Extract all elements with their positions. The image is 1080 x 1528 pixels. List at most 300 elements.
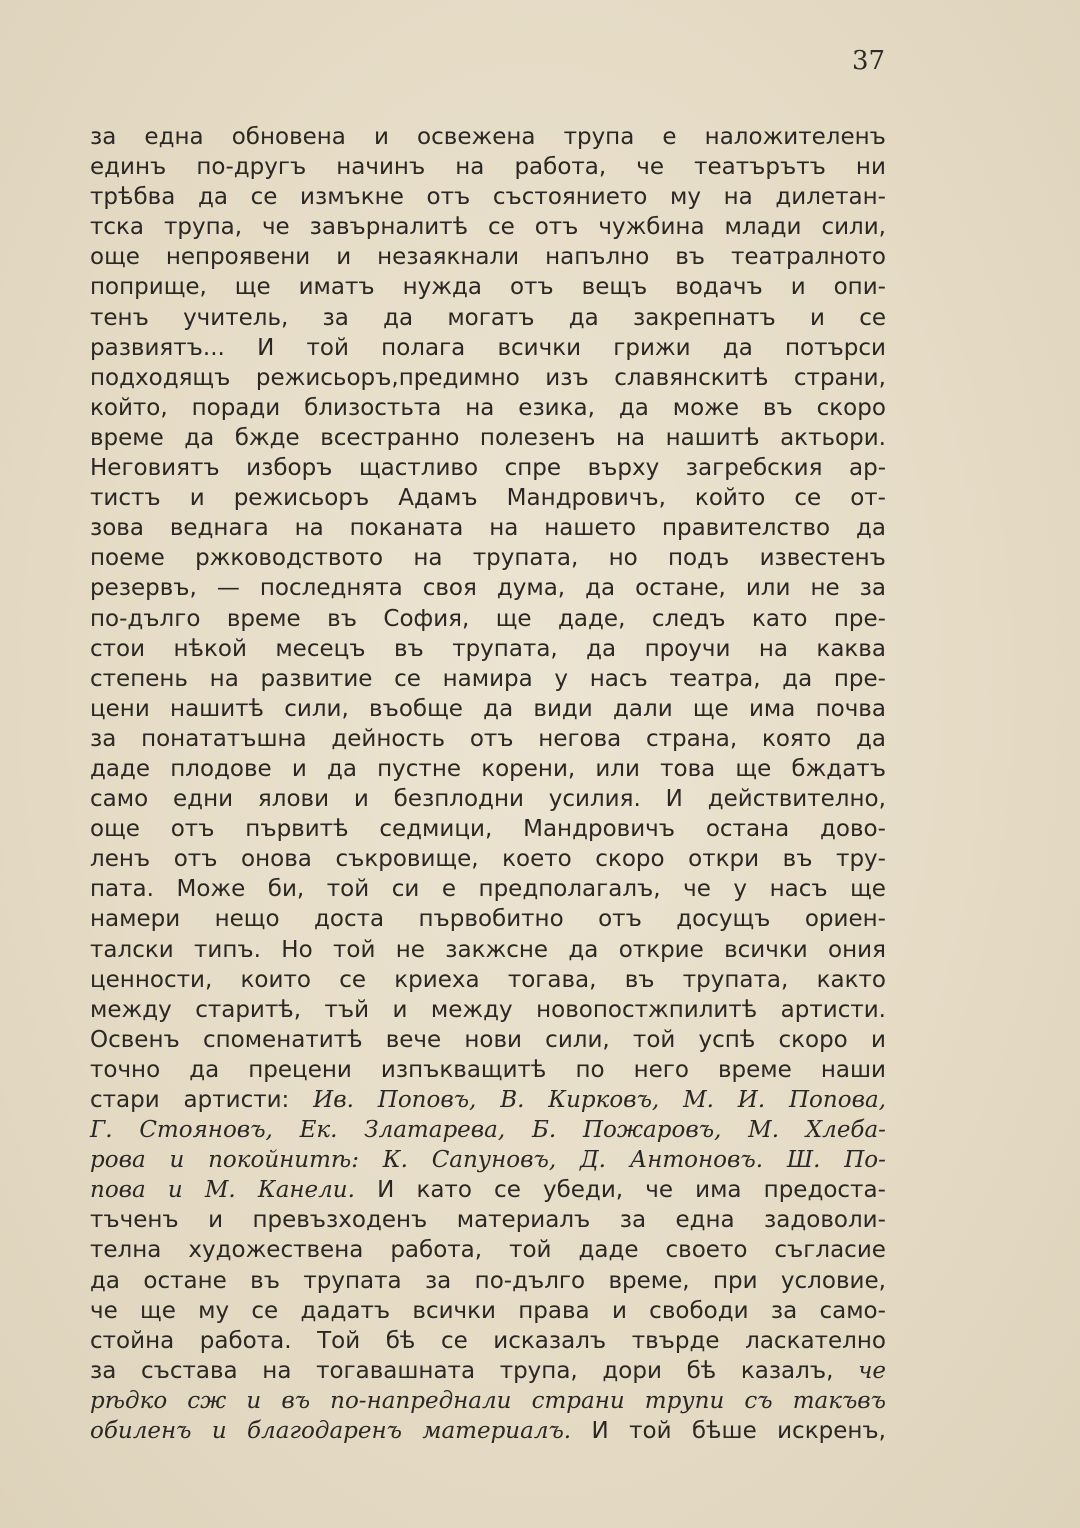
word: при xyxy=(712,1267,758,1294)
italic-word: М. xyxy=(204,1177,236,1204)
word: обновена xyxy=(231,124,346,150)
italic-word: Попова, xyxy=(789,1087,886,1113)
word: у xyxy=(554,665,569,692)
word: И xyxy=(257,334,275,361)
word: насъ xyxy=(589,665,648,692)
word: всички xyxy=(412,1297,496,1324)
word: ориен- xyxy=(804,906,886,933)
italic-word: въ xyxy=(281,1387,311,1414)
word: предполагалъ, xyxy=(478,876,661,903)
word: има xyxy=(748,695,796,722)
word: и xyxy=(790,274,806,301)
italic-word: по-напреднали xyxy=(330,1387,512,1414)
word: права xyxy=(518,1297,590,1324)
word: режисьоръ xyxy=(233,485,370,512)
word: това xyxy=(660,755,716,782)
word: единъ xyxy=(90,154,167,181)
word: трупа xyxy=(563,124,635,150)
word: ценности, xyxy=(90,966,213,993)
word: бѣ xyxy=(686,1357,717,1384)
word: старитѣ, xyxy=(195,996,302,1023)
word: се xyxy=(394,665,421,692)
word: незаякнали xyxy=(377,244,520,271)
word: както xyxy=(816,966,886,993)
word: се xyxy=(794,485,822,512)
word: само- xyxy=(819,1297,886,1324)
word: Но xyxy=(281,936,313,963)
text-line xyxy=(90,694,886,724)
text-line xyxy=(90,393,886,423)
word: може xyxy=(672,394,740,421)
word: тогава, xyxy=(507,966,597,993)
word: трупа, xyxy=(163,214,243,241)
word: и xyxy=(810,304,825,331)
word: по xyxy=(575,1056,605,1083)
word: пата. xyxy=(90,876,154,903)
word: че xyxy=(90,1297,118,1324)
text-line xyxy=(90,333,886,363)
word: отъ xyxy=(173,846,218,873)
word: материалъ xyxy=(456,1207,591,1234)
text-line xyxy=(90,1175,886,1205)
word: опи- xyxy=(833,274,886,301)
word: тенъ xyxy=(90,304,149,331)
word: по-дълго xyxy=(474,1267,586,1294)
word: че xyxy=(261,214,290,241)
text-line xyxy=(90,724,886,754)
word: ще xyxy=(850,876,886,903)
word: поканата xyxy=(349,515,464,542)
word: актьори. xyxy=(780,424,886,451)
word: въ xyxy=(327,605,357,632)
word: да xyxy=(189,1056,220,1083)
word: него xyxy=(633,1056,689,1083)
word: нашето xyxy=(544,515,637,542)
word: месецъ xyxy=(275,635,366,662)
word: непроявени xyxy=(165,244,311,271)
italic-word: че xyxy=(858,1357,886,1384)
word: нашитѣ xyxy=(170,695,265,722)
word: щастливо xyxy=(358,455,479,482)
word: искренъ, xyxy=(777,1418,886,1445)
word: като xyxy=(416,1177,472,1204)
word: резервъ, xyxy=(90,575,197,602)
italic-word: М. xyxy=(748,1117,780,1144)
italic-word: Б. xyxy=(532,1117,557,1144)
text-line xyxy=(90,814,886,844)
word: понататъшна xyxy=(141,725,307,752)
word: той xyxy=(306,334,349,361)
word: трупата, xyxy=(452,635,558,662)
word: и xyxy=(336,244,352,271)
word: за xyxy=(90,124,117,150)
word: на xyxy=(465,394,495,421)
word: режисьоръ,предимно xyxy=(255,364,520,391)
word: да xyxy=(586,635,617,662)
word: за xyxy=(619,1207,647,1234)
word: е xyxy=(441,876,457,903)
word: развиятъ... xyxy=(90,334,225,361)
text-line xyxy=(90,844,886,874)
word: близостьта xyxy=(304,394,442,421)
italic-word: и xyxy=(246,1387,262,1414)
italic-word: сж xyxy=(187,1387,227,1414)
italic-word: страни xyxy=(531,1387,625,1414)
word: е xyxy=(662,124,677,150)
word: негова xyxy=(538,725,622,752)
word: се xyxy=(440,1327,468,1354)
word: дали xyxy=(613,695,673,722)
word: съгласие xyxy=(774,1237,886,1264)
word: въ xyxy=(762,394,793,421)
word: от- xyxy=(850,485,886,512)
word: да xyxy=(568,936,599,963)
word: ленъ xyxy=(90,846,151,873)
word: има xyxy=(695,1177,742,1204)
word: усилия. xyxy=(548,786,641,813)
word: би, xyxy=(267,876,305,903)
word: една xyxy=(675,1207,735,1234)
word: въ xyxy=(675,244,706,271)
word: сили, xyxy=(545,1026,610,1053)
word: който xyxy=(694,485,766,512)
word: дейность xyxy=(331,725,446,752)
text-line xyxy=(90,1145,886,1175)
text-line xyxy=(90,1326,886,1356)
italic-word: Антоновъ. xyxy=(629,1147,764,1174)
italic-word: пова xyxy=(90,1177,146,1204)
word: условие, xyxy=(780,1267,886,1294)
word: потърси xyxy=(785,334,886,361)
word: Мандровичъ xyxy=(523,816,676,843)
word: откри xyxy=(688,846,760,873)
word: споменатитѣ xyxy=(202,1026,363,1053)
word: тъченъ xyxy=(90,1207,179,1234)
word: на xyxy=(209,665,239,692)
text-line xyxy=(90,1416,886,1446)
word: — xyxy=(216,575,240,602)
word: полезенъ xyxy=(479,424,596,451)
text-line xyxy=(90,935,886,965)
word: тогавашната xyxy=(316,1357,476,1384)
text-line xyxy=(90,152,886,182)
word: следъ xyxy=(651,605,726,632)
word: освежена xyxy=(417,124,536,150)
word: пре- xyxy=(833,605,886,632)
text-line xyxy=(90,1115,886,1145)
word: не xyxy=(395,936,425,963)
word: му xyxy=(669,184,701,211)
word: той xyxy=(632,1026,676,1053)
word: изъ xyxy=(545,364,589,391)
word: дадатъ xyxy=(300,1297,391,1324)
word: на xyxy=(616,424,646,451)
word: още xyxy=(90,244,140,271)
word: всестранно xyxy=(320,424,460,451)
word: у xyxy=(733,876,748,903)
word: да xyxy=(618,394,649,421)
word: скоро xyxy=(595,846,665,873)
word: безплодни xyxy=(393,786,524,813)
word: даде, xyxy=(558,605,626,632)
word: се xyxy=(494,1177,521,1204)
word: за xyxy=(322,304,349,331)
word: седмици, xyxy=(379,816,493,843)
text-line xyxy=(90,122,886,152)
word: И xyxy=(591,1418,609,1445)
word: да xyxy=(383,304,414,331)
text-line xyxy=(90,272,886,302)
word: отъ xyxy=(509,274,554,301)
word: развитие xyxy=(260,665,373,692)
word: което xyxy=(502,846,572,873)
word: ще xyxy=(140,1297,176,1324)
word: скоро xyxy=(778,1026,848,1053)
word: сили, xyxy=(284,695,349,722)
word: върху xyxy=(587,455,660,482)
word: само xyxy=(90,786,149,813)
word: подходящъ xyxy=(90,364,231,391)
word: подъ xyxy=(668,545,730,572)
word: успѣ xyxy=(698,1026,756,1053)
word: учитель, xyxy=(183,304,289,331)
word: зова xyxy=(90,515,144,542)
word: напълно xyxy=(545,244,650,271)
word: по-дълго xyxy=(90,605,201,632)
word: първобитно xyxy=(418,906,564,933)
word: да xyxy=(326,755,357,782)
italic-word: Канели. xyxy=(257,1177,355,1204)
word: отъ xyxy=(170,816,215,843)
word: за xyxy=(859,575,886,602)
word: театърътъ xyxy=(694,154,826,181)
word: пустне xyxy=(377,755,462,782)
italic-word: Поповъ, xyxy=(377,1087,477,1113)
word: И xyxy=(665,786,683,813)
word: стои xyxy=(90,635,146,662)
word: между xyxy=(90,996,172,1023)
word: въ xyxy=(624,966,655,993)
word: изборъ xyxy=(246,455,333,482)
word: види xyxy=(533,695,593,722)
word: бждатъ xyxy=(791,755,886,782)
word: да xyxy=(722,334,753,361)
page-number: 37 xyxy=(852,46,886,76)
italic-word: обиленъ xyxy=(90,1418,192,1445)
italic-word: М. xyxy=(683,1087,714,1113)
word: всички xyxy=(724,936,808,963)
text-line xyxy=(90,784,886,814)
word: за xyxy=(424,1267,452,1294)
word: или xyxy=(745,575,791,602)
word: ласкателно xyxy=(745,1327,886,1354)
word: поради xyxy=(191,394,281,421)
word: че xyxy=(683,876,711,903)
word: които xyxy=(240,966,311,993)
text-line xyxy=(90,242,886,272)
word: да xyxy=(568,304,599,331)
word: И xyxy=(377,1177,395,1204)
text-line xyxy=(90,483,886,513)
word: иматъ xyxy=(298,274,375,301)
italic-word: Кирковъ, xyxy=(548,1087,660,1113)
word: му xyxy=(198,1297,230,1324)
word: за xyxy=(770,1297,798,1324)
italic-word: благодаренъ xyxy=(247,1418,402,1445)
word: още xyxy=(90,816,140,843)
word: тъй xyxy=(324,996,370,1023)
word: исказалъ xyxy=(493,1327,607,1354)
word: нови xyxy=(464,1026,522,1053)
word: страна, xyxy=(646,725,738,752)
text-line xyxy=(90,1266,886,1296)
word: тска xyxy=(90,214,145,241)
word: състоянието xyxy=(492,184,648,211)
word: плодове xyxy=(170,755,272,782)
word: за xyxy=(90,725,117,752)
word: съкровище, xyxy=(335,846,479,873)
word: трупата xyxy=(303,1267,402,1294)
text-line xyxy=(90,995,886,1025)
word: отъ xyxy=(598,906,642,933)
word: отъ xyxy=(426,184,471,211)
italic-word: трупи xyxy=(644,1387,725,1414)
word: млади xyxy=(724,214,802,241)
word: художествена xyxy=(188,1237,364,1264)
word: загребския xyxy=(685,455,823,482)
word: и xyxy=(189,485,205,512)
word: казалъ, xyxy=(740,1357,834,1384)
word: да xyxy=(855,515,886,542)
text-line xyxy=(90,182,886,212)
word: трѣбва xyxy=(90,184,176,211)
word: сили, xyxy=(821,214,886,241)
word: дово- xyxy=(820,816,886,843)
text-line xyxy=(90,904,886,934)
word: убеди, xyxy=(542,1177,624,1204)
word: намери xyxy=(90,906,181,933)
word: остана xyxy=(705,816,790,843)
word: бѣше xyxy=(691,1418,757,1445)
text-line xyxy=(90,1235,886,1265)
word: чужбина xyxy=(598,214,705,241)
word: почва xyxy=(815,695,886,722)
word: и xyxy=(374,124,389,150)
word: да xyxy=(90,1267,120,1294)
italic-word: По- xyxy=(844,1147,886,1174)
word: се xyxy=(487,214,515,241)
word: едни xyxy=(173,786,234,813)
word: работа, xyxy=(514,154,607,181)
word: артисти: xyxy=(183,1087,290,1113)
word: Неговиятъ xyxy=(90,455,220,482)
word: своето xyxy=(665,1237,748,1264)
word: който, xyxy=(90,394,168,421)
italic-word: покойнитѣ: xyxy=(208,1147,359,1174)
word: тистъ xyxy=(90,485,161,512)
word: нужда xyxy=(402,274,482,301)
word: водачъ xyxy=(675,274,763,301)
word: работа. xyxy=(199,1327,292,1354)
word: която xyxy=(761,725,832,752)
text-line xyxy=(90,1296,886,1326)
word: да xyxy=(184,424,215,451)
word: вече xyxy=(385,1026,442,1053)
text-line xyxy=(90,1356,886,1386)
italic-word: Сапуновъ, xyxy=(431,1147,557,1174)
italic-word: Ш. xyxy=(786,1147,821,1174)
italic-word: и xyxy=(169,1147,185,1174)
text-line xyxy=(90,1025,886,1055)
word: той xyxy=(333,936,376,963)
text-line xyxy=(90,212,886,242)
italic-word: В. xyxy=(500,1087,525,1113)
word: време xyxy=(717,1056,792,1083)
word: славянскитѣ xyxy=(614,364,769,391)
word: Мандровичъ, xyxy=(506,485,666,512)
word: и xyxy=(353,786,369,813)
word: наши xyxy=(820,1056,886,1083)
word: се xyxy=(339,966,366,993)
word: ни xyxy=(855,154,886,181)
word: завърналитѣ xyxy=(309,214,469,241)
text-line xyxy=(90,543,886,573)
word: време xyxy=(90,424,164,451)
word: той xyxy=(509,1237,552,1264)
word: за xyxy=(90,1357,117,1384)
word: телна xyxy=(90,1237,162,1264)
text-line xyxy=(90,453,886,483)
word: криеха xyxy=(394,966,480,993)
word: остане, xyxy=(635,575,726,602)
word: ялови xyxy=(257,786,330,813)
italic-word: Г. xyxy=(90,1117,113,1144)
word: да xyxy=(782,665,813,692)
word: състава xyxy=(140,1357,238,1384)
word: си xyxy=(391,876,420,903)
text-line xyxy=(90,604,886,634)
text-line xyxy=(90,1386,886,1416)
word: каква xyxy=(816,635,886,662)
word: корени, xyxy=(481,755,576,782)
word: работа, xyxy=(390,1237,483,1264)
word: начинъ xyxy=(336,154,426,181)
word: артисти. xyxy=(780,996,886,1023)
word: време, xyxy=(608,1267,690,1294)
word: доста xyxy=(313,906,385,933)
word: прецени xyxy=(248,1056,352,1083)
word: отъ xyxy=(534,214,579,241)
word: той xyxy=(326,876,370,903)
word: но xyxy=(608,545,638,572)
text-line xyxy=(90,754,886,784)
word: да xyxy=(197,184,228,211)
word: могатъ xyxy=(447,304,535,331)
word: открие xyxy=(618,936,704,963)
word: измъкне xyxy=(300,184,404,211)
italic-word: Пожаровъ, xyxy=(583,1117,722,1144)
word: насъ xyxy=(769,876,828,903)
word: и xyxy=(870,1026,886,1053)
word: стойна xyxy=(90,1327,175,1354)
word: своя xyxy=(422,575,477,602)
word: спре xyxy=(504,455,562,482)
body-text xyxy=(90,122,886,1446)
italic-word: материалъ. xyxy=(422,1418,572,1445)
word: свободи xyxy=(649,1297,749,1324)
word: тру- xyxy=(836,846,886,873)
word: проучи xyxy=(644,635,731,662)
